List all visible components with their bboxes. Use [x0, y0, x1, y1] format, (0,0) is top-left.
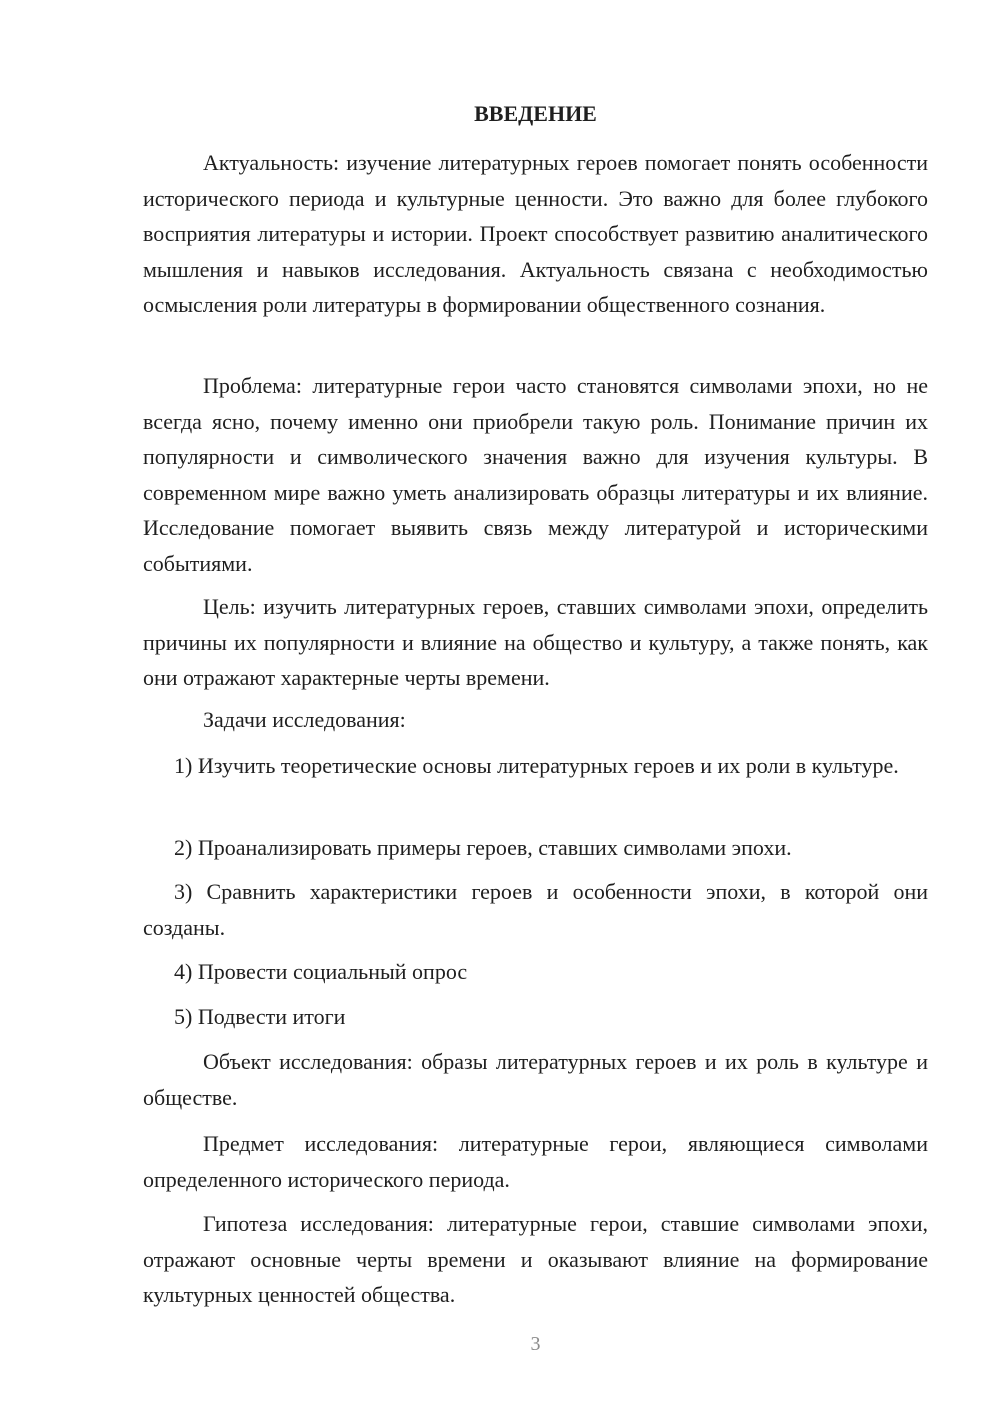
problem-paragraph: Проблема: литературные герои часто становятся символами эпохи, но не всегда ясно, почему именно они приобрели такую роль. Понимание причин их популярности и символического значения важно для изучения культуры. В современном мире важно уметь анализировать образцы литературы и их влияние. Исследование помогает выявить связь между литературой и историческими событиями.	[143, 373, 928, 576]
task-item-3: 3) Сравнить характеристики героев и особенности эпохи, в которой они созданы.	[143, 879, 928, 940]
page-number: 3	[530, 1333, 541, 1355]
task-item-1: 1) Изучить теоретические основы литературных героев и их роли в культуре.	[174, 753, 899, 778]
goal-paragraph: Цель: изучить литературных героев, ставших символами эпохи, определить причины их популярности и влияние на общество и культуру, а также понять, как они отражают характерные черты времени.	[143, 594, 928, 690]
page-title: ВВЕДЕНИЕ	[474, 101, 597, 126]
task-item-4: 4) Провести социальный опрос	[174, 959, 468, 984]
document-page	[143, 90, 928, 1390]
relevance-paragraph: Актуальность: изучение литературных героев помогает понять особенности исторического периода и культурные ценности. Это важно для более глубокого восприятия литературы и истории. Проект способствует развитию аналитического мышления и навыков исследования. Актуальность связана с необходимостью осмысления роли литературы в формировании общественного сознания.	[143, 150, 928, 317]
subject-paragraph: Предмет исследования: литературные герои, являющиеся символами определенного исторического периода.	[143, 1131, 928, 1192]
task-item-2: 2) Проанализировать примеры героев, ставших символами эпохи.	[174, 835, 792, 860]
task-item-5: 5) Подвести итоги	[174, 1004, 346, 1029]
tasks-heading: Задачи исследования:	[203, 707, 406, 732]
object-paragraph: Объект исследования: образы литературных героев и их роль в культуре и обществе.	[143, 1049, 928, 1110]
hypothesis-paragraph: Гипотеза исследования: литературные герои, ставшие символами эпохи, отражают основные черты времени и оказывают влияние на формирование культурных ценностей общества.	[143, 1211, 928, 1307]
